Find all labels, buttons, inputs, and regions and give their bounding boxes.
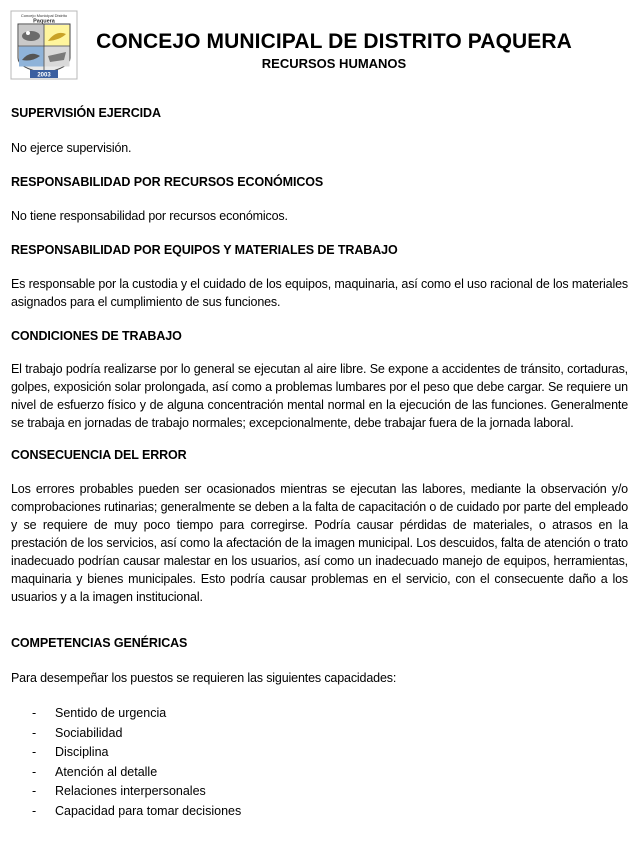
text-recursos: No tiene responsabilidad por recursos económicos.	[11, 209, 288, 223]
dash-bullet: -	[32, 764, 37, 779]
text-supervision: No ejerce supervisión.	[11, 141, 132, 155]
list-item-text: Relaciones interpersonales	[55, 784, 206, 798]
page-subtitle: RECURSOS HUMANOS	[261, 56, 407, 71]
page-title: CONCEJO MUNICIPAL DE DISTRITO PAQUERA	[96, 30, 572, 53]
heading-supervision: SUPERVISIÓN EJERCIDA	[11, 106, 161, 120]
text-competencias-intro: Para desempeñar los puestos se requieren las siguientes capacidades:	[11, 671, 397, 685]
heading-equipos: RESPONSABILIDAD POR EQUIPOS Y MATERIALES DE TRABAJO	[11, 243, 398, 257]
logo-year-text: 2003	[37, 72, 51, 79]
text-condiciones: El trabajo podría realizarse por lo general se ejecutan al aire libre. Se expone a accidentes de tránsito, cortaduras, golpes, exposición solar prolongada, así como a problemas lumbares por el peso que debe cargar. Se requiere un nivel de esfuerzo físico y de alguna concentración mental normal en la ejecución de las funciones. Generalmente se trabaja en jornadas de trabajo normales; excepcionalmente, debe trabajar fuera de la jornada laboral.	[11, 362, 628, 430]
logo-name-text: Paquera	[33, 18, 55, 25]
list-item-text: Atención al detalle	[55, 764, 158, 779]
dash-bullet: -	[32, 784, 37, 798]
text-consecuencia: Los errores probables pueden ser ocasionados mientras se ejecutan las labores, mediante la observación y/o comprobaciones rutinarias; generalmente se deben a la falta de capacitación o de cuidado por parte del empleado y se requiere de muy poco tiempo para corregirse. Podría causar pérdidas de materiales, o atrasos en la prestación de los servicios, así como la afectación de la imagen municipal. Los descuidos, falta de atención o trato inadecuado podrían causar malestar en los usuarios, así como un inadecuado manejo de equipos, herramientas, maquinaria y bienes municipales. Esto podría causar problemas en el servicio, con el consecuente daño a los usuarios y a la imagen institucional.	[11, 482, 628, 604]
heading-condiciones: CONDICIONES DE TRABAJO	[11, 329, 182, 343]
dash-bullet: -	[32, 706, 37, 720]
heading-consecuencia: CONSECUENCIA DEL ERROR	[11, 448, 187, 462]
dash-bullet: -	[32, 725, 37, 740]
dash-bullet: -	[32, 803, 37, 818]
list-item-text: Disciplina	[55, 745, 109, 759]
logo-top-text: Concejo Municipal Distrito	[20, 13, 68, 18]
list-item-text: Sociabilidad	[55, 725, 123, 740]
municipal-crest-logo	[10, 10, 78, 80]
list-item-text: Capacidad para tomar decisiones	[55, 803, 242, 818]
heading-recursos: RESPONSABILIDAD POR RECURSOS ECONÓMICOS	[11, 175, 324, 189]
heading-competencias: COMPETENCIAS GENÉRICAS	[11, 636, 188, 650]
text-equipos: Es responsable por la custodia y el cuidado de los equipos, maquinaria, así como el uso racional de los materiales asignados para el cumplimiento de sus funciones.	[11, 277, 628, 309]
list-item-text: Sentido de urgencia	[55, 706, 167, 720]
dash-bullet: -	[32, 745, 37, 759]
